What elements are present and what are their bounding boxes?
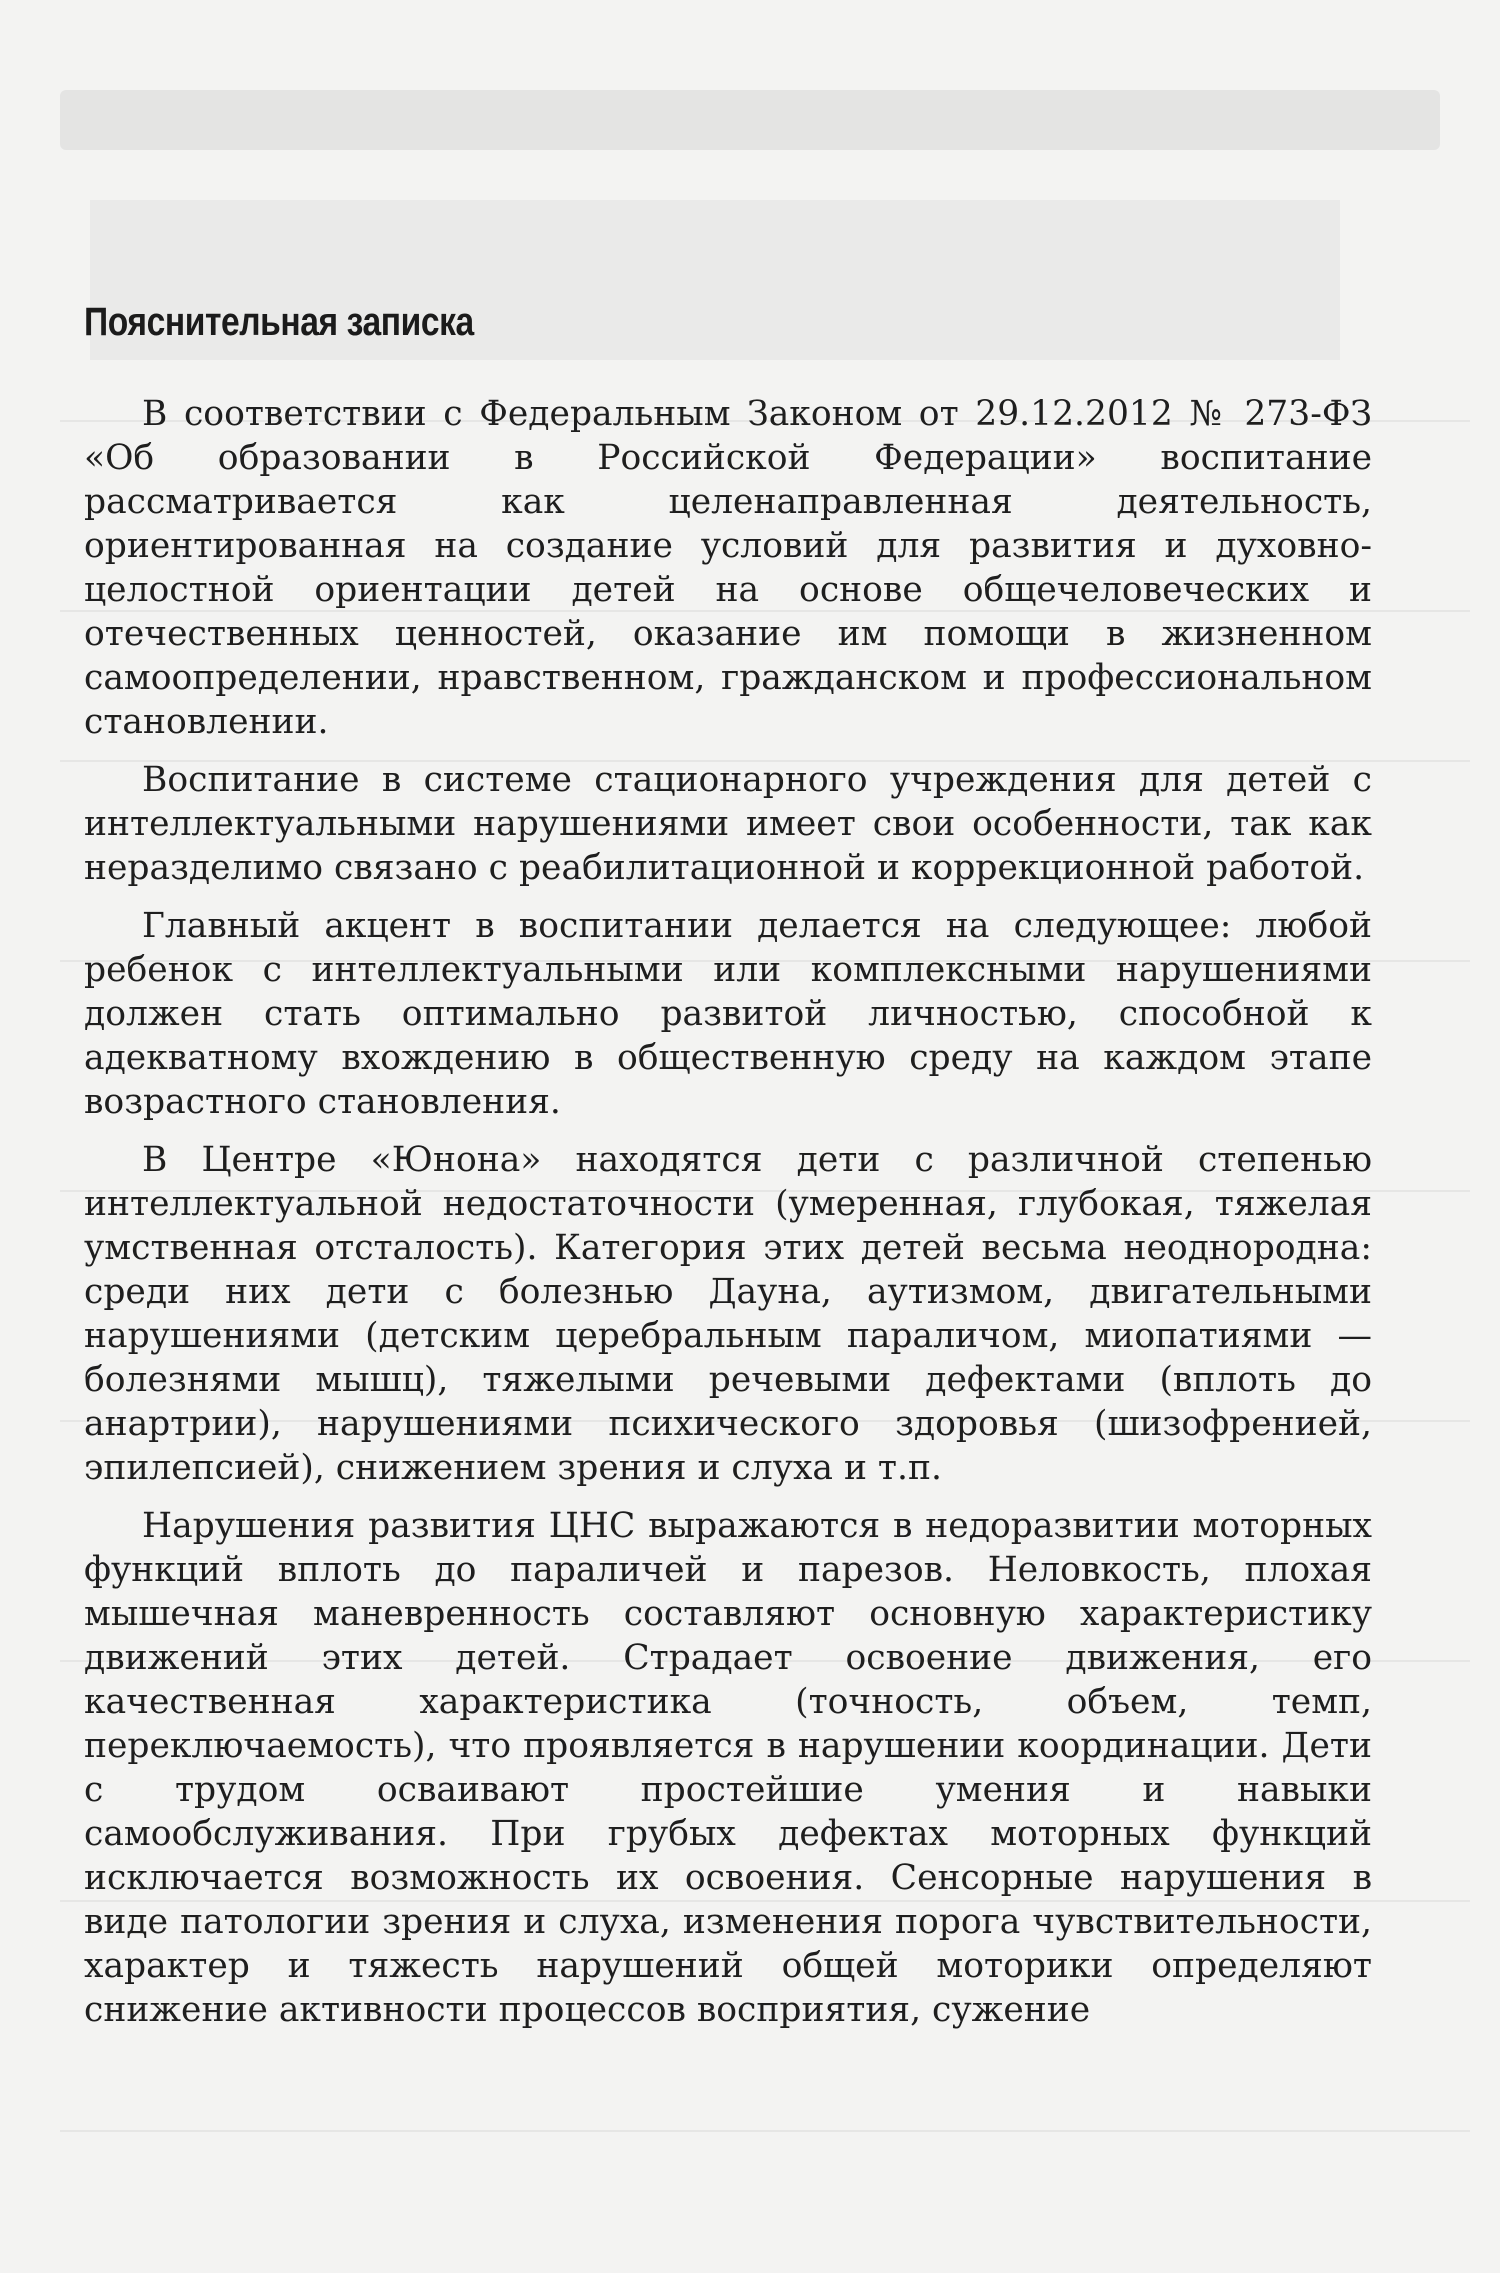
paragraph-5: Нарушения развития ЦНС выражаются в недоразвитии моторных функций вплоть до параличей и парезов. Неловкость, плохая мышечная маневренность составляют основную характеристику движений этих детей. Страдает освоение движения, его качественная характеристика (точность, объем, темп, переключаемость), что проявляется в нарушении координации. Дети с трудом осваивают простейшие умения и навыки самообслуживания. При грубых дефектах моторных функций исключается возможность их освоения. Сенсорные нарушения в виде патологии зрения и слуха, изменения порога чувствительности, характер и тяжесть нарушений общей моторики определяют снижение активности процессов восприятия, сужение <box>84 1506 1372 2030</box>
document-body <box>84 298 1372 2046</box>
paragraph-3: Главный акцент в воспитании делается на следующее: любой ребенок с интеллектуальными или комплексными нарушениями должен стать оптимально развитой личностью, способной к адекватному вхождению в общественную среду на каждом этапе возрастного становления. <box>84 906 1372 1122</box>
bleed-through-line <box>60 2130 1470 2132</box>
bleed-through-header <box>60 90 1440 150</box>
paragraph-2: Воспитание в системе стационарного учреждения для детей с интеллектуальными нарушениями имеет свои особенности, так как неразделимо связано с реабилитационной и коррекционной работой. <box>84 760 1372 888</box>
paragraph-1: В соответствии с Федеральным Законом от 29.12.2012 № 273-ФЗ «Об образовании в Российской Федерации» воспитание рассматривается как целенаправленная деятельность, ориентированная на создание условий для развития и духовно-целостной ориентации детей на основе общечеловеческих и отечественных ценностей, оказание им помощи в жизненном самоопределении, нравственном, гражданском и профессиональном становлении. <box>84 394 1372 742</box>
paragraph-4: В Центре «Юнона» находятся дети с различной степенью интеллектуальной недостаточности (умеренная, глубокая, тяжелая умственная отсталость). Категория этих детей весьма неоднородна: среди них дети с болезнью Дауна, аутизмом, двигательными нарушениями (детским церебральным параличом, миопатиями — болезнями мышц), тяжелыми речевыми дефектами (вплоть до анартрии), нарушениями психического здоровья (шизофренией, эпилепсией), снижением зрения и слуха и т.п. <box>84 1140 1372 1488</box>
section-heading: Пояснительная записка <box>84 300 474 344</box>
